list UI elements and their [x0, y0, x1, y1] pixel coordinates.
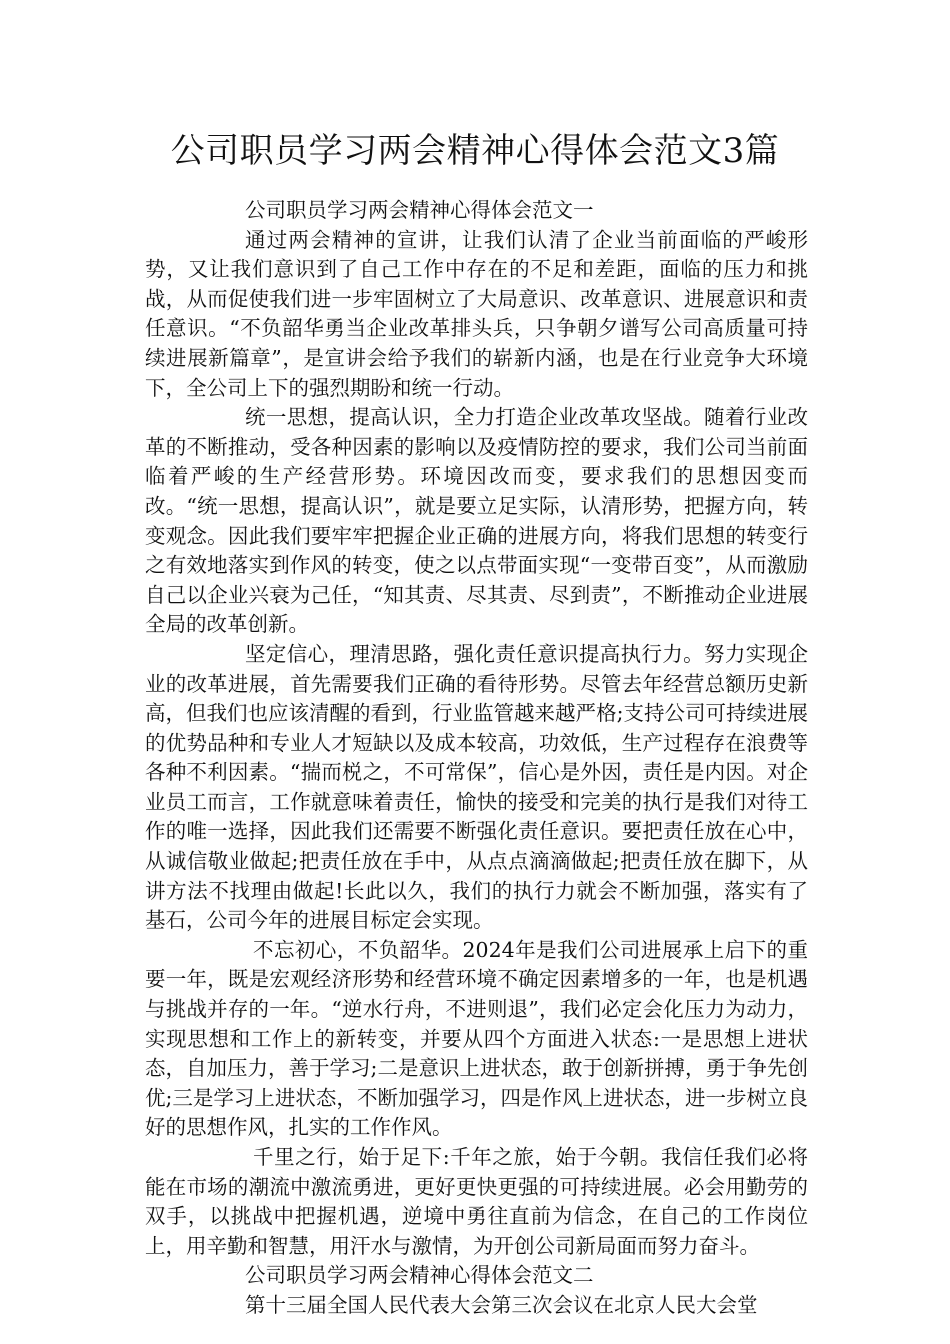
section-heading-2: 公司职员学习两会精神心得体会范文二 — [245, 1263, 594, 1288]
paragraph-2: 统一思想，提高认识，全力打造企业改革攻坚战。随着行业改革的不断推动，受各种因素的影响以及疫情防控的要求，我们公司当前面临着严峻的生产经营形势。环境因改而变，要求我们的思想因变而改。“统一思想，提高认识”，就是要立足实际，认清形势，把握方向，转变观念。因此我们要牢牢把握企业正确的进展方向，将我们思想的转变行之有效地落实到作风的转变，使之以点带面实现“一变带百变”，从而激励自己以企业兴衰为己任，“知其责、尽其责、尽到责”，不断推动企业进展全局的改革创新。 — [145, 405, 808, 637]
paragraph-5: 千里之行，始于足下:千年之旅，始于今朝。我信任我们必将能在市场的潮流中激流勇进，更好更快更强的可持续进展。必会用勤劳的双手，以挑战中把握机遇，逆境中勇往直前为信念，在自己的工作岗位上，用辛勤和智慧，用汗水与激情，为开创公司新局面而努力奋斗。 — [145, 1145, 808, 1258]
document-title: 公司职员学习两会精神心得体会范文3篇 — [170, 131, 780, 171]
paragraph-4: 不忘初心，不负韶华。2024年是我们公司进展承上启下的重要一年，既是宏观经济形势和经营环境不确定因素增多的一年，也是机遇与挑战并存的一年。“逆水行舟，不进则退”，我们必定会化压力为动力，实现思想和工作上的新转变，并要从四个方面进入状态:一是思想上进状态，自加压力，善于学习;二是意识上进状态，敢于创新拼搏，勇于争先创优;三是学习上进状态，不断加强学习，四是作风上进状态，进一步树立良好的思想作风，扎实的工作作风。 — [145, 937, 808, 1140]
paragraph-1: 通过两会精神的宣讲，让我们认清了企业当前面临的严峻形势，又让我们意识到了自己工作中存在的不足和差距，面临的压力和挑战，从而促使我们进一步牢固树立了大局意识、改革意识、进展意识和责任意识。“不负韶华勇当企业改革排头兵，只争朝夕谱写公司高质量可持续进展新篇章”，是宣讲会给予我们的崭新内涵，也是在行业竞争大环境下，全公司上下的强烈期盼和统一行动。 — [145, 227, 808, 400]
paragraph-3: 坚定信心，理清思路，强化责任意识提高执行力。努力实现企业的改革进展，首先需要我们正确的看待形势。尽管去年经营总额历史新高，但我们也应该清醒的看到，行业监管越来越严格;支持公司可持续进展的优势品种和专业人才短缺以及成本较高，功效低，生产过程存在浪费等各种不利因素。“揣而棁之，不可常保”，信心是外因，责任是内因。对企业员工而言，工作就意味着责任，愉快的接受和完美的执行是我们对待工作的唯一选择，因此我们还需要不断强化责任意识。要把责任放在心中，从诚信敬业做起;把责任放在手中，从点点滴滴做起;把责任放在脚下，从讲方法不找理由做起!长此以久，我们的执行力就会不断加强，落实有了基石，公司今年的进展目标定会实现。 — [145, 641, 808, 933]
section-heading-1: 公司职员学习两会精神心得体会范文一 — [245, 198, 594, 222]
paragraph-6: 第十三届全国人民代表大会第三次会议在北京人民大会堂 — [245, 1292, 758, 1317]
document-body — [145, 196, 808, 1321]
